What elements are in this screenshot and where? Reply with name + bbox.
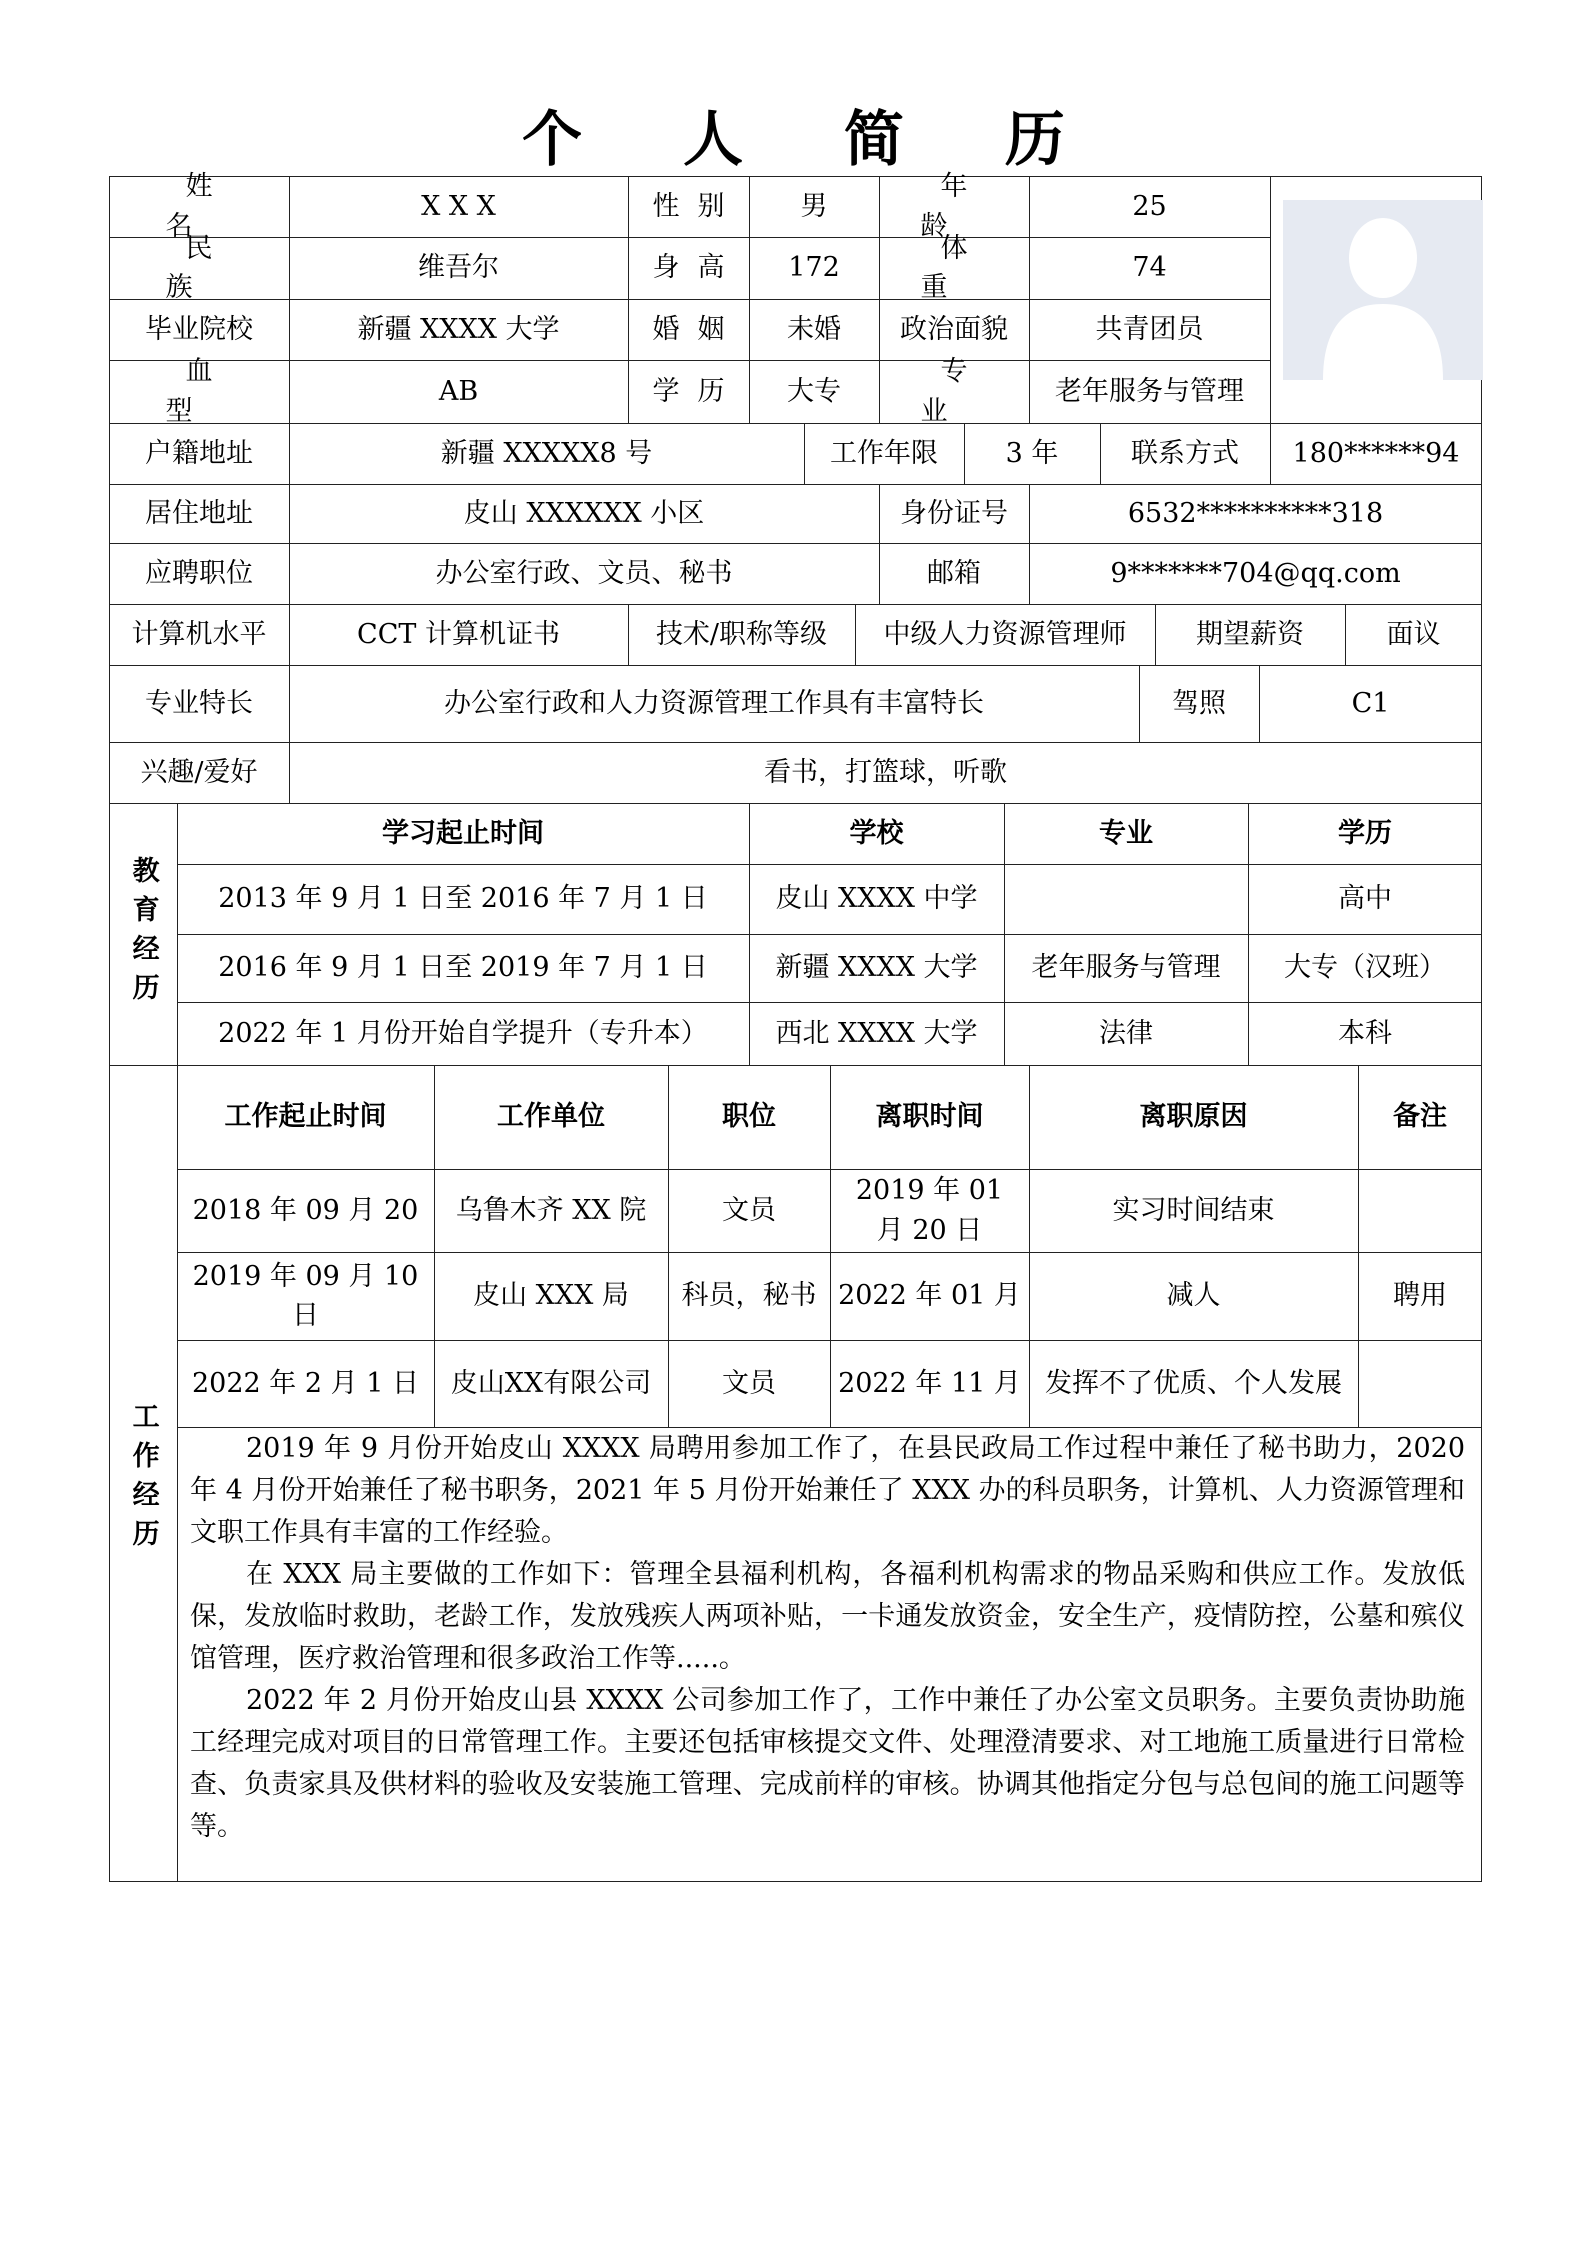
salary-label: 期望薪资 <box>1196 618 1304 650</box>
page-title: 个 人 简 历 <box>522 105 1105 175</box>
work-row-remark: 聘用 <box>1393 1280 1447 1312</box>
edu-row-period: 2016 年 9 月 1 日至 2019 年 7 月 1 日 <box>218 952 708 984</box>
work-header-leave-reason: 离职原因 <box>1139 1101 1248 1133</box>
hukou-value: 新疆 XXXXX8 号 <box>440 437 653 469</box>
hobby-label: 兴趣/爱好 <box>140 756 258 788</box>
blood-value: AB <box>438 375 479 407</box>
ethnic-value: 维吾尔 <box>418 252 499 284</box>
work-section-label: 工作经历 <box>127 1402 159 1558</box>
work-description <box>190 1428 1465 1848</box>
email-label: 邮箱 <box>927 557 981 589</box>
work-header-title: 职位 <box>722 1101 776 1133</box>
profile-photo[interactable] <box>1283 200 1483 380</box>
specialty-label: 专业特长 <box>145 687 253 719</box>
edu-row-major: 老年服务与管理 <box>1031 952 1221 984</box>
hobby-value: 看书，打篮球，听歌 <box>764 756 1007 788</box>
tech-label: 技术/职称等级 <box>655 618 828 650</box>
work-row-employer: 皮山 XXX 局 <box>473 1280 629 1312</box>
work-paragraph: 2019 年 9 月份开始皮山 XXXX 局聘用参加工作了，在县民政局工作过程中兼任了秘书助力，2020 年 4 月份开始兼任了秘书职务，2021 年 5 月份开始兼任了 XXX 办的科员职务，计算机、人力资源管理和文职工作具有丰富的工作经验。 <box>190 1433 1465 1548</box>
contact-value: 180******94 <box>1292 437 1460 469</box>
license-value: C1 <box>1351 687 1390 719</box>
work-paragraph: 2022 年 2 月份开始皮山县 XXXX 公司参加工作了，工作中兼任了办公室文员职务。主要负责协助施工经理完成对项目的日常管理工作。主要还包括审核提交文件、处理澄清要求、对工地施工质量进行日常检查、负责家具及供材料的验收及安装施工管理、完成前样的审核。协调其他指定分包与总包间的施工问题等等。 <box>190 1685 1465 1842</box>
edu-row-degree: 大专（汉班） <box>1284 952 1446 984</box>
years-label: 工作年限 <box>830 437 938 469</box>
edu-row-degree: 本科 <box>1338 1017 1392 1049</box>
person-silhouette-icon <box>1283 200 1483 380</box>
residence-value: 皮山 XXXXXX 小区 <box>463 497 705 529</box>
work-row-leave-reason: 发挥不了优质、个人发展 <box>1045 1367 1342 1399</box>
id-label: 身份证号 <box>900 497 1008 529</box>
edu-row-school: 西北 XXXX 大学 <box>775 1017 978 1049</box>
position-value: 办公室行政、文员、秘书 <box>435 557 733 589</box>
age-value: 25 <box>1132 190 1167 222</box>
work-header-period: 工作起止时间 <box>224 1101 387 1133</box>
residence-label: 居住地址 <box>145 497 253 529</box>
work-header-employer: 工作单位 <box>497 1101 605 1133</box>
email-value: 9*******704@qq.com <box>1110 557 1401 589</box>
edu-header-major: 专业 <box>1099 817 1153 849</box>
computer-value: CCT 计算机证书 <box>357 618 560 650</box>
work-row-remark <box>1358 1169 1482 1252</box>
school-label: 毕业院校 <box>145 313 253 345</box>
work-row-remark <box>1358 1340 1482 1427</box>
id-value: 6532**********318 <box>1127 497 1384 529</box>
work-paragraph: 在 XXX 局主要做的工作如下：管理全县福利机构，各福利机构需求的物品采购和供应工作。发放低保，发放临时救助，老龄工作，发放残疾人两项补贴，一卡通发放资金，安全生产，疫情防控，公墓和殡仪馆管理，医疗救治管理和很多政治工作等.....。 <box>190 1559 1465 1674</box>
position-label: 应聘职位 <box>145 557 253 589</box>
work-row-employer: 皮山XX有限公司 <box>450 1367 652 1399</box>
work-row-leave-date: 2022 年 01 月 <box>838 1280 1021 1312</box>
work-row-leave-reason: 减人 <box>1166 1280 1221 1312</box>
edu-header-degree: 学历 <box>1338 817 1392 849</box>
education-section-label: 教育经历 <box>127 856 159 1012</box>
marriage-label: 婚姻 <box>652 313 743 345</box>
specialty-value: 办公室行政和人力资源管理工作具有丰富特长 <box>444 687 984 719</box>
license-label: 驾照 <box>1172 687 1226 719</box>
height-value: 172 <box>788 252 840 284</box>
edu-row-major: 法律 <box>1099 1017 1153 1049</box>
work-row-title: 文员 <box>722 1367 776 1399</box>
work-row-leave-date: 2019 年 01 月 20 日 <box>855 1175 1004 1246</box>
hukou-label: 户籍地址 <box>145 437 253 469</box>
work-row-period: 2018 年 09 月 20 <box>192 1194 419 1226</box>
ethnic-label: 民族 <box>165 232 253 303</box>
work-header-remark: 备注 <box>1393 1101 1447 1133</box>
politics-label: 政治面貌 <box>900 313 1008 345</box>
edu-header-school: 学校 <box>849 817 904 849</box>
age-label: 年龄 <box>920 171 1008 242</box>
computer-label: 计算机水平 <box>131 618 267 650</box>
weight-label: 体重 <box>920 232 1008 303</box>
contact-label: 联系方式 <box>1131 437 1239 469</box>
work-row-title: 文员 <box>722 1194 776 1226</box>
gender-label: 性别 <box>652 190 743 222</box>
edu-row-school: 皮山 XXXX 中学 <box>775 883 978 915</box>
edu-row-degree: 高中 <box>1338 883 1392 915</box>
major-value: 老年服务与管理 <box>1055 375 1244 407</box>
edu-row-period: 2022 年 1 月份开始自学提升（专升本） <box>218 1017 708 1049</box>
gender-value: 男 <box>800 190 828 222</box>
work-row-leave-reason: 实习时间结束 <box>1112 1194 1275 1226</box>
school-value: 新疆 XXXX 大学 <box>357 313 560 345</box>
edu-row-period: 2013 年 9 月 1 日至 2016 年 7 月 1 日 <box>218 883 708 915</box>
work-row-period: 2022 年 2 月 1 日 <box>192 1367 419 1399</box>
work-row-period: 2019 年 09 月 10 日 <box>192 1260 419 1331</box>
work-row-employer: 乌鲁木齐 XX 院 <box>455 1194 647 1226</box>
edu-label: 学历 <box>652 375 743 407</box>
edu-header-period: 学习起止时间 <box>382 817 544 849</box>
name-label: 姓名 <box>165 171 253 242</box>
edu-row-school: 新疆 XXXX 大学 <box>775 952 978 984</box>
work-header-leave-date: 离职时间 <box>875 1101 984 1133</box>
edu-row-major <box>1004 864 1248 934</box>
blood-label: 血型 <box>165 356 253 427</box>
name-value: X X X <box>421 190 496 222</box>
work-row-leave-date: 2022 年 11 月 <box>838 1367 1021 1399</box>
work-row-title: 科员，秘书 <box>681 1280 817 1312</box>
salary-value: 面议 <box>1386 618 1441 650</box>
major-label: 专业 <box>920 356 1008 427</box>
years-value: 3 年 <box>1005 437 1059 469</box>
edu-value: 大专 <box>787 375 841 407</box>
height-label: 身高 <box>652 252 743 284</box>
tech-value: 中级人力资源管理师 <box>883 618 1127 650</box>
weight-value: 74 <box>1132 252 1167 284</box>
marriage-value: 未婚 <box>787 313 841 345</box>
politics-value: 共青团员 <box>1095 313 1204 345</box>
